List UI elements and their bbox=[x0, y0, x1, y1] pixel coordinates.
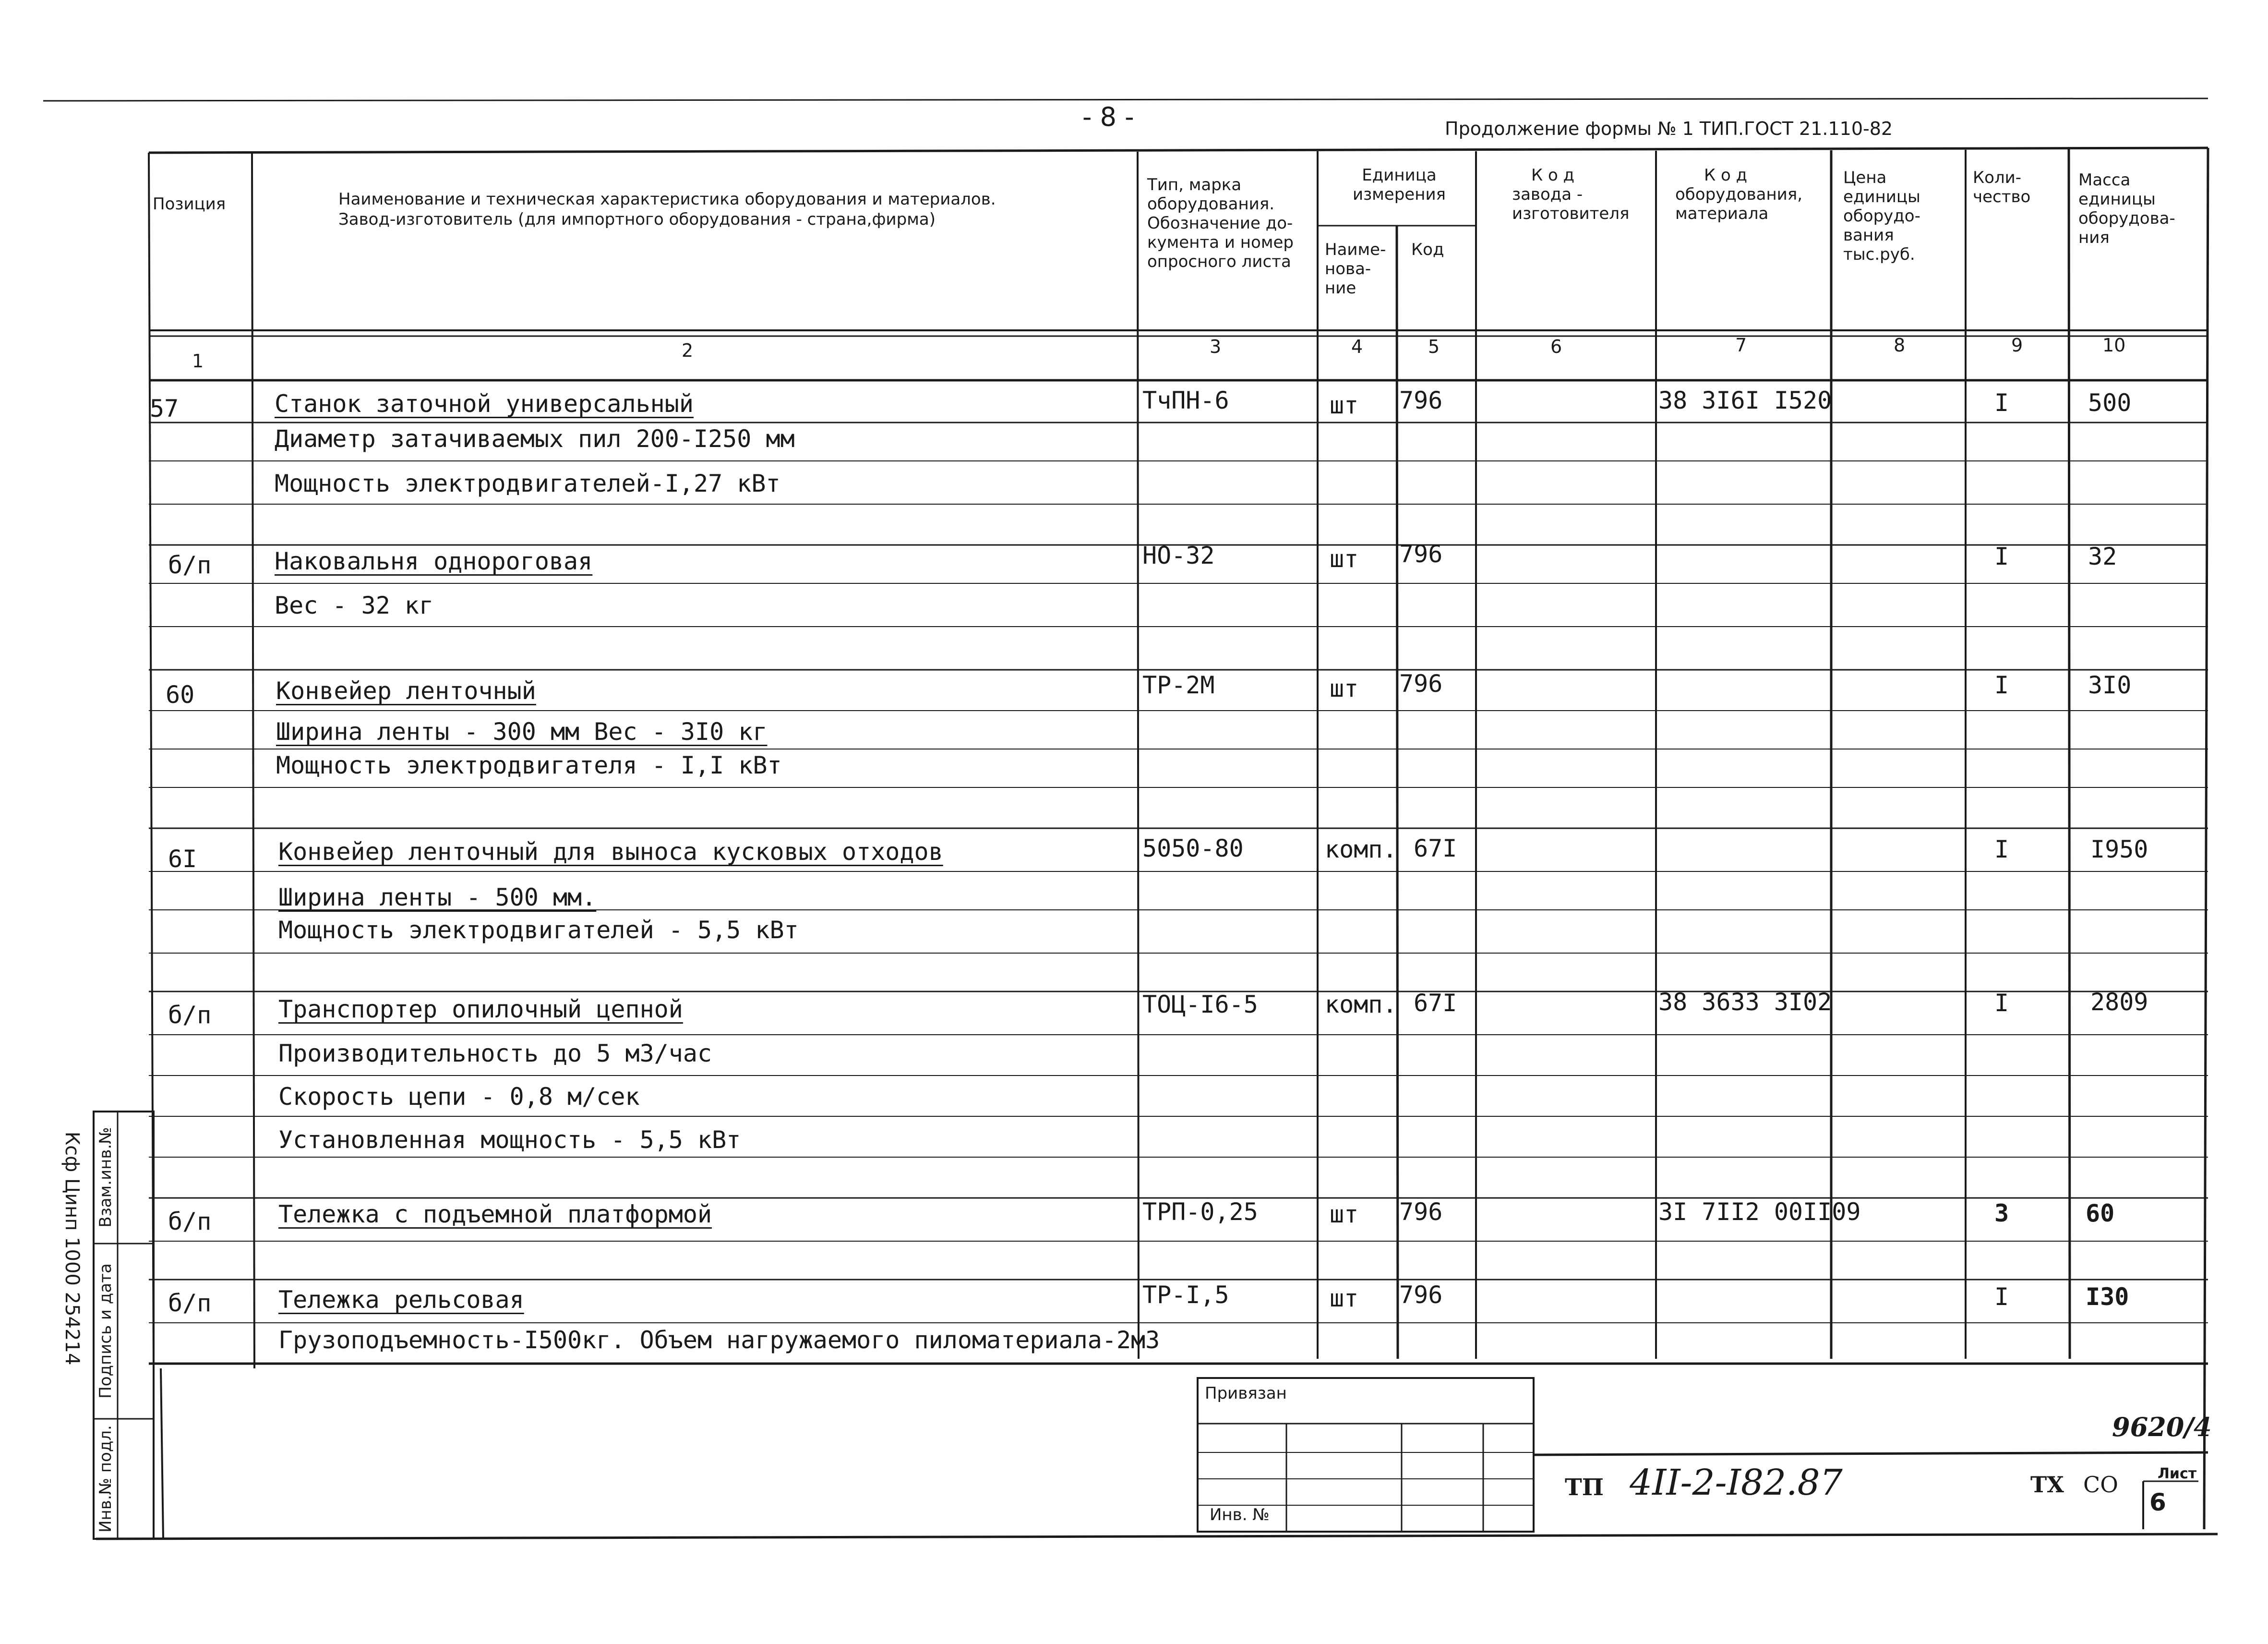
col-header-quantity bbox=[1973, 168, 2030, 206]
row-unit: комп. bbox=[1325, 991, 1397, 1018]
stamp-inv-label: Инв. № bbox=[1210, 1505, 1270, 1524]
col-number: 3 bbox=[1210, 336, 1222, 357]
side-label-code: Ксф Цинп 1000 254214 bbox=[61, 1131, 83, 1366]
row-unit: комп. bbox=[1325, 835, 1397, 863]
col-header-unit-name-line: Наиме- bbox=[1325, 240, 1386, 259]
row-unit-code: 67I bbox=[1414, 989, 1457, 1017]
row-spec: Установленная мощность - 5,5 кВт bbox=[278, 1126, 741, 1154]
row-unit-code: 67I bbox=[1414, 834, 1457, 862]
row-spec: Мощность электродвигателей-I,27 кВт bbox=[275, 470, 780, 497]
col-header-price-line: оборудо- bbox=[1843, 206, 1920, 226]
row-position: б/п bbox=[168, 551, 212, 579]
row-unit-code: 796 bbox=[1399, 670, 1443, 698]
col-header-quantity-line: Коли- bbox=[1973, 168, 2022, 187]
col-header-unit-name bbox=[1325, 240, 1386, 298]
stamp-sheet-number: 6 bbox=[2149, 1488, 2166, 1516]
col-header-price-line: тыс.руб. bbox=[1843, 245, 1915, 264]
stamp-section: ТХ bbox=[2030, 1472, 2064, 1498]
col-header-mass-line: Масса bbox=[2078, 170, 2131, 190]
row-mass: 2809 bbox=[2090, 988, 2148, 1016]
col-header-price-line: вания bbox=[1843, 226, 1894, 245]
col-header-mass-line: единицы bbox=[2078, 190, 2156, 209]
col-number: 4 bbox=[1351, 336, 1363, 357]
row-spec: Мощность электродвигателей - 5,5 кВт bbox=[278, 916, 799, 944]
row-position: 57 bbox=[150, 395, 179, 423]
col-number: 9 bbox=[2011, 335, 2023, 356]
row-quantity: I bbox=[1994, 1283, 2009, 1311]
col-header-equipment-line: материала bbox=[1675, 204, 1769, 223]
row-position: б/п bbox=[168, 1208, 212, 1235]
row-name: Наковальня однороговая bbox=[275, 547, 593, 575]
stamp-bound-label: Привязан bbox=[1205, 1384, 1287, 1403]
col-header-unit-line: Единица bbox=[1362, 166, 1437, 185]
col-header-type-line: кумента и номер bbox=[1147, 233, 1294, 252]
row-unit-code: 796 bbox=[1399, 1198, 1443, 1226]
col-header-price-line: единицы bbox=[1843, 187, 1920, 206]
row-spec: Вес - 32 кг bbox=[275, 592, 434, 619]
row-spec: Производительность до 5 м3/час bbox=[278, 1040, 712, 1067]
stamp-doc-prefix: ТП bbox=[1565, 1474, 1604, 1501]
page-number: - 8 - bbox=[1082, 102, 1134, 132]
col-number: 8 bbox=[1894, 335, 1906, 356]
row-spec: Ширина ленты - 500 мм. bbox=[278, 883, 597, 911]
row-name: Конвейер ленточный для выноса кусковых отходов bbox=[278, 838, 943, 866]
form-header: Продолжение формы № 1 ТИП.ГОСТ 21.110-82 bbox=[1445, 118, 1893, 139]
col-header-unit-code: Код bbox=[1411, 240, 1444, 259]
row-type: ТчПН-6 bbox=[1142, 387, 1229, 414]
row-type: 5050-80 bbox=[1142, 834, 1244, 862]
col-header-position: Позиция bbox=[153, 194, 226, 214]
col-header-unit-name-line: нова- bbox=[1325, 259, 1371, 278]
row-spec: Мощность электродвигателя - I,I кВт bbox=[276, 751, 782, 779]
col-number: 5 bbox=[1428, 336, 1440, 357]
row-name: Тележка с подъемной платформой bbox=[278, 1200, 712, 1228]
col-header-mass-line: ния bbox=[2078, 228, 2110, 247]
col-header-factory-line: завода - bbox=[1512, 185, 1583, 204]
col-header-factory-code bbox=[1512, 166, 1630, 223]
row-mass: I950 bbox=[2090, 835, 2148, 863]
col-header-type bbox=[1147, 175, 1294, 271]
col-header-equipment-code bbox=[1675, 166, 1802, 223]
side-label-inv-podl: Инв.№ подл. bbox=[96, 1425, 115, 1533]
col-header-mass bbox=[2078, 170, 2175, 247]
row-unit-code: 796 bbox=[1399, 540, 1443, 568]
stamp-archive-number: 9620/4 bbox=[2112, 1412, 2212, 1442]
col-header-type-line: оборудования. bbox=[1147, 194, 1275, 214]
col-number: 7 bbox=[1735, 335, 1747, 356]
row-quantity: I bbox=[1994, 671, 2009, 699]
stamp-section2: СО bbox=[2083, 1472, 2118, 1498]
row-mass: 500 bbox=[2088, 389, 2132, 417]
col-header-name-line2: Завод-изготовитель (для импортного оборудования - страна,фирма) bbox=[338, 210, 936, 229]
row-spec: Грузоподъемность-I500кг. Объем нагружаемого пиломатериала-2м3 bbox=[278, 1326, 1160, 1354]
row-name: Транспортер опилочный цепной bbox=[278, 995, 683, 1023]
col-number: 10 bbox=[2102, 335, 2126, 356]
row-unit: шт bbox=[1330, 675, 1359, 702]
col-number: 2 bbox=[682, 340, 694, 361]
row-type: ТРП-0,25 bbox=[1142, 1198, 1258, 1226]
col-header-equipment-line: оборудования, bbox=[1675, 185, 1803, 204]
row-position: б/п bbox=[168, 1001, 212, 1029]
col-header-unit bbox=[1332, 166, 1466, 204]
stamp-doc-code: 4II-2-I82.87 bbox=[1630, 1462, 1843, 1503]
row-unit: шт bbox=[1330, 1200, 1359, 1228]
row-mass: 60 bbox=[2086, 1199, 2115, 1227]
row-unit: шт bbox=[1330, 391, 1359, 419]
col-header-price-line: Цена bbox=[1843, 168, 1887, 187]
row-position: б/п bbox=[168, 1289, 212, 1317]
row-name: Тележка рельсовая bbox=[278, 1286, 524, 1314]
row-position: 60 bbox=[166, 681, 195, 709]
row-position: 6I bbox=[168, 845, 197, 873]
row-unit-code: 796 bbox=[1399, 1281, 1443, 1309]
row-type: ТР-I,5 bbox=[1142, 1281, 1229, 1309]
row-unit: шт bbox=[1330, 1284, 1359, 1312]
col-header-unit-line: измерения bbox=[1352, 185, 1446, 204]
row-quantity: 3 bbox=[1994, 1199, 2009, 1227]
row-unit-code: 796 bbox=[1399, 387, 1443, 414]
row-equipment-code: 38 3633 3I02 bbox=[1658, 988, 1832, 1016]
col-header-type-line: Обозначение до- bbox=[1147, 214, 1293, 233]
row-quantity: I bbox=[1994, 543, 2009, 570]
row-quantity: I bbox=[1994, 835, 2009, 863]
row-type: ТР-2М bbox=[1142, 671, 1215, 699]
side-label-signature: Подпись и дата bbox=[96, 1263, 115, 1399]
col-number: 6 bbox=[1550, 336, 1562, 357]
row-mass: I30 bbox=[2086, 1283, 2129, 1311]
row-name: Конвейер ленточный bbox=[276, 677, 536, 705]
col-header-factory-line: К о д bbox=[1531, 166, 1575, 185]
row-name: Станок заточной универсальный bbox=[275, 390, 694, 418]
col-header-type-line: Тип, марка bbox=[1147, 175, 1242, 194]
col-header-type-line: опросного листа bbox=[1147, 252, 1291, 271]
row-equipment-code: 38 3I6I I520 bbox=[1658, 387, 1832, 414]
col-header-unit-name-line: ние bbox=[1325, 278, 1356, 298]
row-mass: 3I0 bbox=[2088, 671, 2132, 699]
row-spec: Ширина ленты - 300 мм Вес - 3I0 кг bbox=[276, 718, 768, 746]
row-type: НО-32 bbox=[1142, 542, 1215, 569]
col-header-equipment-line: К о д bbox=[1704, 166, 1748, 185]
row-spec: Диаметр затачиваемых пил 200-I250 мм bbox=[275, 425, 795, 453]
col-header-factory-line: изготовителя bbox=[1512, 204, 1630, 223]
row-quantity: I bbox=[1994, 989, 2009, 1017]
col-header-mass-line: оборудова- bbox=[2078, 209, 2175, 228]
col-header-name-line1: Наименование и техническая характеристика оборудования и материалов. bbox=[338, 190, 996, 209]
col-number: 1 bbox=[192, 351, 204, 372]
stamp-sheet-label: Лист bbox=[2158, 1465, 2197, 1482]
row-spec: Скорость цепи - 0,8 м/сек bbox=[278, 1083, 640, 1111]
col-header-quantity-line: чество bbox=[1973, 187, 2031, 206]
row-quantity: I bbox=[1994, 389, 2009, 417]
row-mass: 32 bbox=[2088, 543, 2117, 570]
row-unit: шт bbox=[1330, 545, 1359, 573]
row-equipment-code: 3I 7II2 00II09 bbox=[1658, 1198, 1861, 1226]
side-label-vzam: Взам.инв.№ bbox=[96, 1127, 115, 1228]
col-header-price bbox=[1843, 168, 1920, 264]
row-type: ТОЦ-I6-5 bbox=[1142, 991, 1258, 1018]
